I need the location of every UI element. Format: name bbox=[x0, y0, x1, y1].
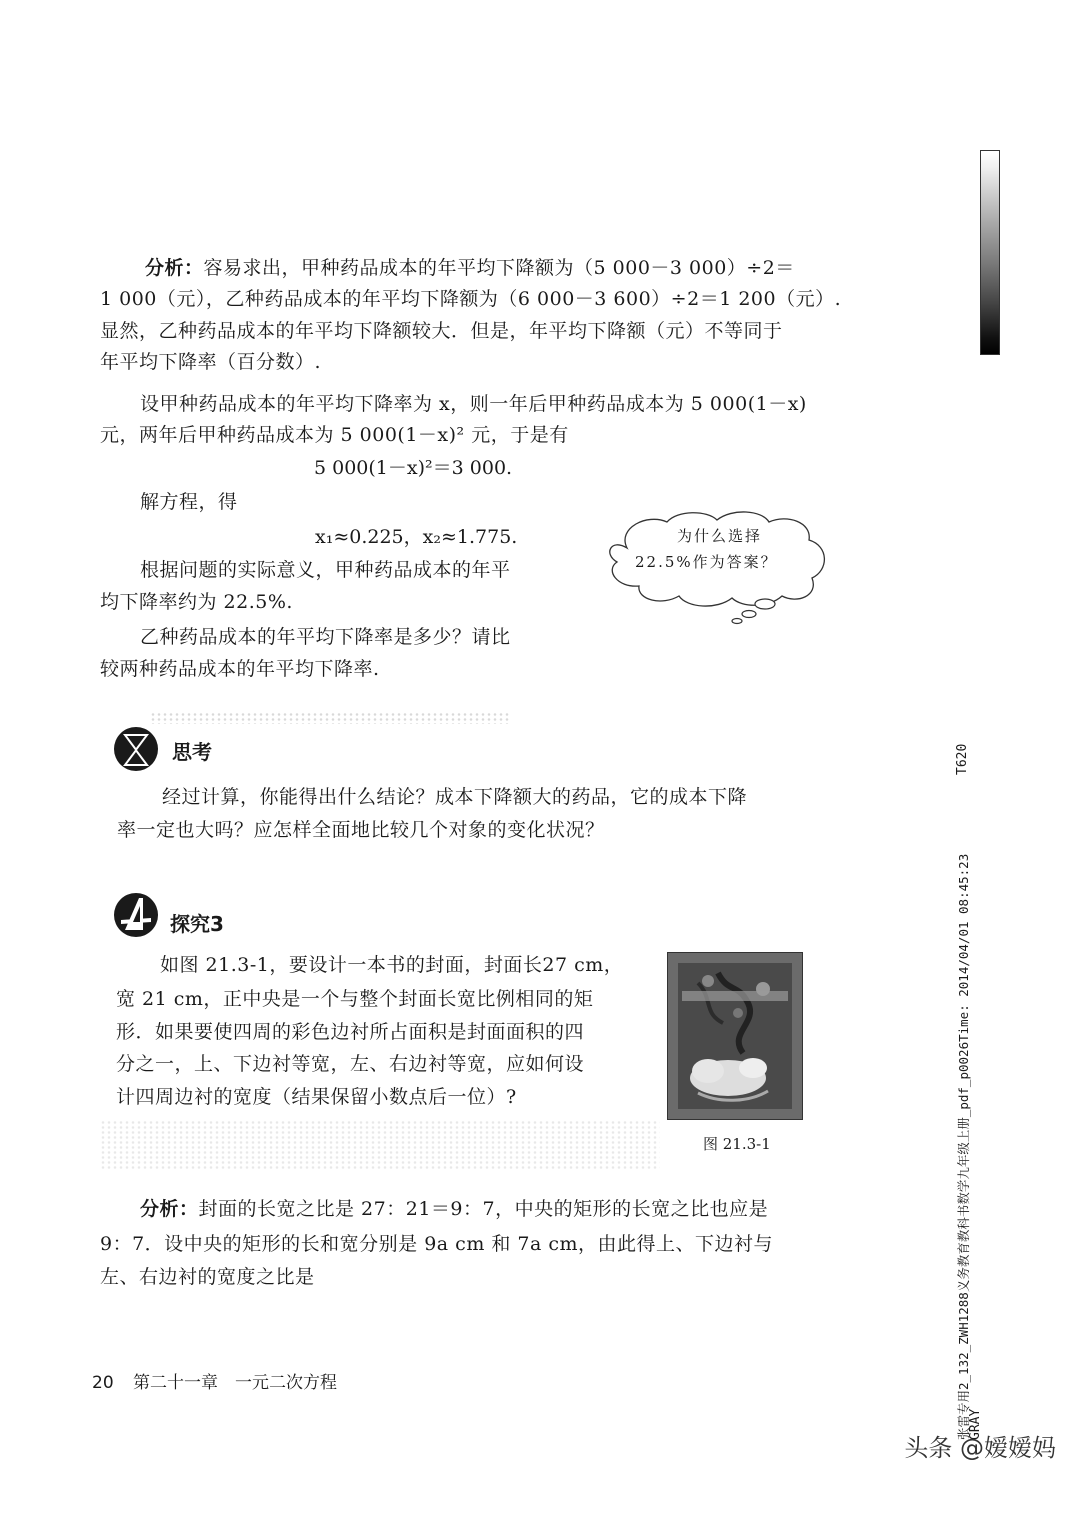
stamp-code: T620 bbox=[955, 743, 970, 775]
analysis-2-line-1: 分析：封面的长宽之比是 27：21＝9：7，中央的矩形的长宽之比也应是 bbox=[140, 1198, 769, 1220]
think-line-1: 经过计算，你能得出什么结论？成本下降额大的药品，它的成本下降 bbox=[162, 786, 748, 808]
bubble-line-1: 为什么选择 bbox=[677, 527, 763, 545]
scan-noise bbox=[100, 1120, 660, 1170]
explore-title: 探究3 bbox=[170, 912, 224, 936]
question-line-1: 乙种药品成本的年平均下降率是多少？请比 bbox=[140, 626, 511, 648]
analysis-label: 分析： bbox=[145, 257, 204, 279]
explore-line-2: 宽 21 cm，正中央是一个与整个封面长宽比例相同的矩 bbox=[116, 988, 594, 1010]
gray-calibration-strip bbox=[980, 150, 1000, 355]
thought-bubble bbox=[597, 508, 837, 628]
chapter-title: 第二十一章 一元二次方程 bbox=[133, 1373, 338, 1393]
solve-label: 解方程，得 bbox=[140, 491, 238, 513]
explore-line-3: 形．如果要使四周的彩色边衬所占面积是封面面积的四 bbox=[116, 1021, 585, 1043]
page-number: 20 bbox=[92, 1373, 114, 1393]
setup-line-2: 元，两年后甲种药品成本为 5 000(1－x)² 元，于是有 bbox=[100, 424, 569, 446]
analysis-1-line-2: 1 000（元），乙种药品成本的年平均下降额为（6 000－3 600）÷2＝1 200（元）. bbox=[100, 288, 842, 310]
explore-line-4: 分之一，上、下边衬等宽，左、右边衬等宽，应如何设 bbox=[116, 1053, 585, 1075]
figure-caption: 图 21.3-1 bbox=[703, 1135, 771, 1153]
meaning-line-1: 根据问题的实际意义，甲种药品成本的年平 bbox=[140, 559, 511, 581]
think-line-2: 率一定也大吗？应怎样全面地比较几个对象的变化状况？ bbox=[117, 819, 605, 841]
bubble-line-2: 22.5%作为答案？ bbox=[635, 553, 778, 571]
stamp-line-1: 张雷专用2_132_ZWH1288义务教育教科书数学九年级上册_pdf_p0026Time: 2014/04/01 08:45:23 bbox=[956, 853, 971, 1440]
watermark: 头条 @嫒嫒妈 bbox=[904, 1434, 1056, 1462]
think-icon bbox=[113, 726, 159, 772]
meaning-line-2: 均下降率约为 22.5%. bbox=[100, 591, 293, 613]
roots: x₁≈0.225，x₂≈1.775. bbox=[315, 526, 518, 548]
think-title: 思考 bbox=[172, 740, 212, 764]
analysis-label: 分析： bbox=[140, 1198, 199, 1220]
scan-noise bbox=[150, 712, 510, 724]
analysis-1-line-4: 年平均下降率（百分数）. bbox=[100, 351, 322, 373]
equation: 5 000(1－x)²＝3 000. bbox=[314, 457, 513, 479]
explore-line-5: 计四周边衬的宽度（结果保留小数点后一位）? bbox=[116, 1086, 517, 1108]
page-footer bbox=[92, 1368, 337, 1393]
analysis-1-line-3: 显然，乙种药品成本的年平均下降额较大．但是，年平均下降额（元）不等同于 bbox=[100, 320, 783, 342]
explore-icon bbox=[113, 892, 159, 938]
setup-line-1: 设甲种药品成本的年平均下降率为 x，则一年后甲种药品成本为 5 000(1－x) bbox=[140, 393, 807, 415]
analysis-2-line-2: 9：7．设中央的矩形的长和宽分别是 9a cm 和 7a cm，由此得上、下边衬与 bbox=[100, 1233, 774, 1255]
analysis-2-line-3: 左、右边衬的宽度之比是 bbox=[100, 1266, 315, 1288]
explore-line-1: 如图 21.3-1，要设计一本书的封面，封面长27 cm， bbox=[160, 954, 624, 976]
stamp-line-2: GRAY bbox=[968, 1408, 983, 1440]
question-line-2: 较两种药品成本的年平均下降率. bbox=[100, 658, 380, 680]
book-cover-image bbox=[667, 952, 803, 1120]
analysis-1-line-1: 分析：容易求出，甲种药品成本的年平均下降额为（5 000－3 000）÷2＝ bbox=[145, 257, 795, 279]
